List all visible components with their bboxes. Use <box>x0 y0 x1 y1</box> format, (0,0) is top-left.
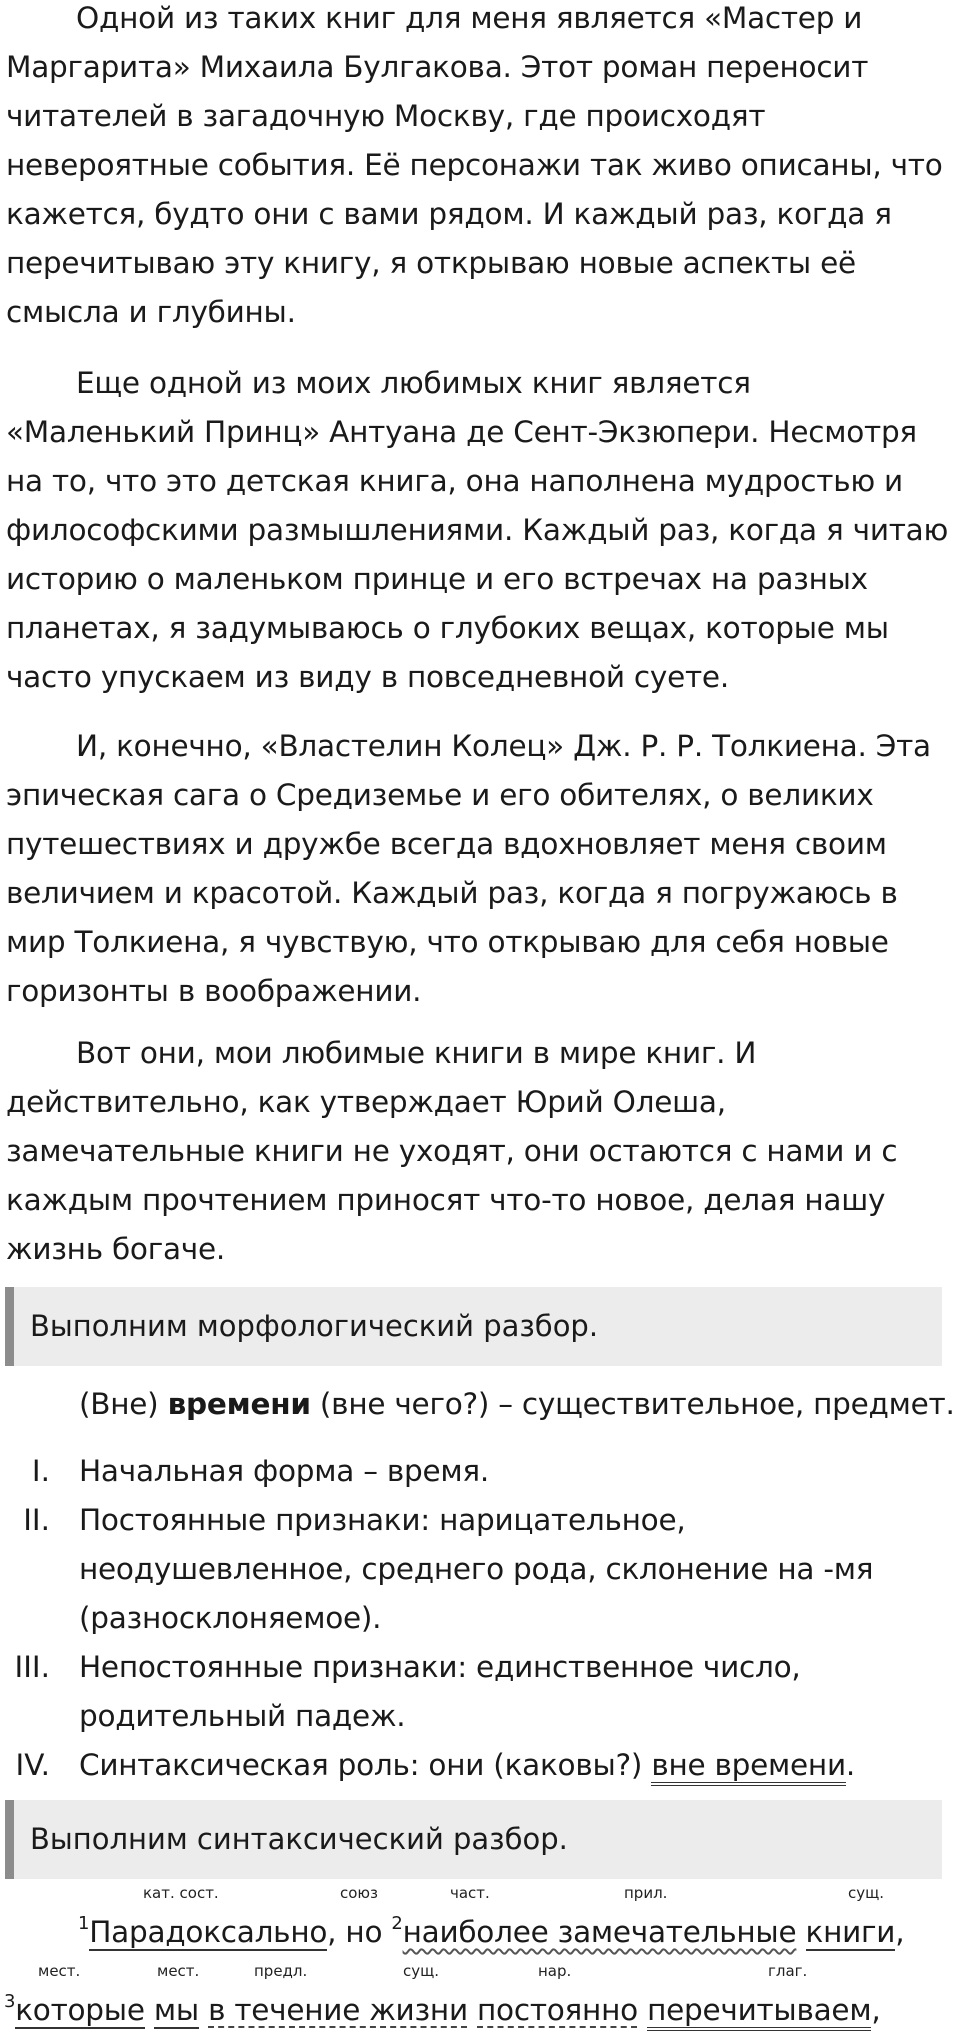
subject-word: которые <box>15 1993 145 2027</box>
intro-prefix: (Вне) <box>79 1387 168 1421</box>
sentence-text: , но <box>327 1915 392 1949</box>
list-item-text: Начальная форма – время. <box>79 1454 489 1488</box>
text-line: эпическая сага о Средиземье и его обителях, о великих <box>6 778 874 812</box>
list-numeral: IV. <box>15 1748 50 1782</box>
list-item-text: Непостоянные признаки: единственное число, <box>79 1650 801 1684</box>
intro-suffix: (вне чего?) – существительное, предмет. <box>310 1387 955 1421</box>
paragraph-master-margarita <box>6 0 956 337</box>
list-numeral: I. <box>31 1454 50 1488</box>
list-item-text: (разносклоняемое). <box>79 1601 382 1635</box>
predicate-word: перечитываем <box>647 1993 871 2031</box>
text-line: читателей в загадочную Москву, где происходят <box>6 99 766 133</box>
text-line: Одной из таких книг для меня является «Мастер и <box>76 1 863 35</box>
text-line: величием и красотой. Каждый раз, когда я погружаюсь в <box>6 876 898 910</box>
circumstance-words: постоянно <box>477 1993 638 2027</box>
subject-word: книги <box>805 1915 896 1949</box>
clause-number: 2 <box>391 1913 403 1935</box>
text-line: планетах, я задумываюсь о глубоких вещах, которые мы <box>6 611 889 645</box>
text-line: мир Толкиена, я чувствую, что открываю для себя новые <box>6 925 889 959</box>
circumstance-words: в течение жизни <box>208 1993 468 2027</box>
syntax-sentence-line <box>78 1908 904 1957</box>
text-line: Еще одной из моих любимых книг является <box>76 366 751 400</box>
text-line: кажется, будто они с вами рядом. И каждый раз, когда я <box>6 197 892 231</box>
pos-label: мест. <box>38 1962 81 1980</box>
paragraph-lord-of-rings <box>6 722 956 1016</box>
sentence-text: , <box>871 1993 881 2027</box>
text-line: перечитываю эту книгу, я открываю новые аспекты её <box>6 246 856 280</box>
attribute-words: наиболее замечательные <box>402 1915 797 1949</box>
clause-number: 3 <box>4 1991 16 2013</box>
banner-title: Выполним синтаксический разбор. <box>30 1822 568 1856</box>
text-line: горизонты в воображении. <box>6 974 422 1008</box>
morph-intro <box>79 1380 955 1429</box>
text-line: «Маленький Принц» Антуана де Сент-Экзюпери. Несмотря <box>6 415 917 449</box>
adverb-word: Парадоксально <box>89 1915 328 1949</box>
pos-label: кат. сост. <box>143 1884 219 1902</box>
text-line: жизнь богаче. <box>6 1232 226 1266</box>
text-line: смысла и глубины. <box>6 295 296 329</box>
text-line: И, конечно, «Властелин Колец» Дж. Р. Р. Толкиена. Эта <box>76 729 931 763</box>
text-line: невероятные события. Её персонажи так живо описаны, что <box>6 148 943 182</box>
sentence-text <box>199 1993 208 2027</box>
list-numeral: II. <box>23 1503 50 1537</box>
text-line: часто упускаем из виду в повседневной суете. <box>6 660 729 694</box>
pos-label: предл. <box>254 1962 308 1980</box>
pos-label: прил. <box>624 1884 668 1902</box>
list-numeral: III. <box>14 1650 50 1684</box>
paragraph-conclusion <box>6 1029 956 1274</box>
sentence-text <box>638 1993 647 2027</box>
list-item-text: родительный падеж. <box>79 1699 406 1733</box>
paragraph-little-prince <box>6 359 956 702</box>
syntax-role-suffix: . <box>845 1748 856 1782</box>
sentence-text <box>796 1915 805 1949</box>
pos-label: нар. <box>538 1962 572 1980</box>
syntax-analysis-banner <box>5 1800 942 1879</box>
text-line: замечательные книги не уходят, они остаются с нами и с <box>6 1134 898 1168</box>
list-item-text: неодушевленное, среднего рода, склонение на -мя <box>79 1552 874 1586</box>
text-line: историю о маленьком принце и его встречах на разных <box>6 562 868 596</box>
morph-analysis-banner <box>5 1287 942 1366</box>
pos-label: част. <box>450 1884 490 1902</box>
syntax-role-prefix: Синтаксическая роль: они (каковы?) <box>79 1748 652 1782</box>
list-item-text <box>79 1741 855 1790</box>
list-item-text: Постоянные признаки: нарицательное, <box>79 1503 686 1537</box>
text-line: действительно, как утверждает Юрий Олеша, <box>6 1085 726 1119</box>
predicate-underlined: вне времени <box>651 1748 846 1786</box>
text-line: Вот они, мои любимые книги в мире книг. И <box>76 1036 757 1070</box>
text-line: Маргарита» Михаила Булгакова. Этот роман переносит <box>6 50 869 84</box>
clause-number: 1 <box>78 1913 90 1935</box>
pos-label: союз <box>340 1884 379 1902</box>
pos-label: сущ. <box>403 1962 440 1980</box>
banner-title: Выполним морфологический разбор. <box>30 1309 599 1343</box>
text-line: каждым прочтением приносят что-то новое, делая нашу <box>6 1183 886 1217</box>
pos-label: глаг. <box>768 1962 808 1980</box>
subject-word: мы <box>153 1993 199 2027</box>
pos-label: сущ. <box>848 1884 885 1902</box>
pos-label: мест. <box>157 1962 200 1980</box>
sentence-text <box>145 1993 154 2027</box>
sentence-text <box>468 1993 477 2027</box>
text-line: на то, что это детская книга, она наполнена мудростью и <box>6 464 903 498</box>
sentence-text: , <box>895 1915 905 1949</box>
text-line: философскими размышлениями. Каждый раз, когда я читаю <box>6 513 949 547</box>
intro-bold-word: времени <box>167 1387 311 1421</box>
text-line: путешествиях и дружбе всегда вдохновляет меня своим <box>6 827 887 861</box>
